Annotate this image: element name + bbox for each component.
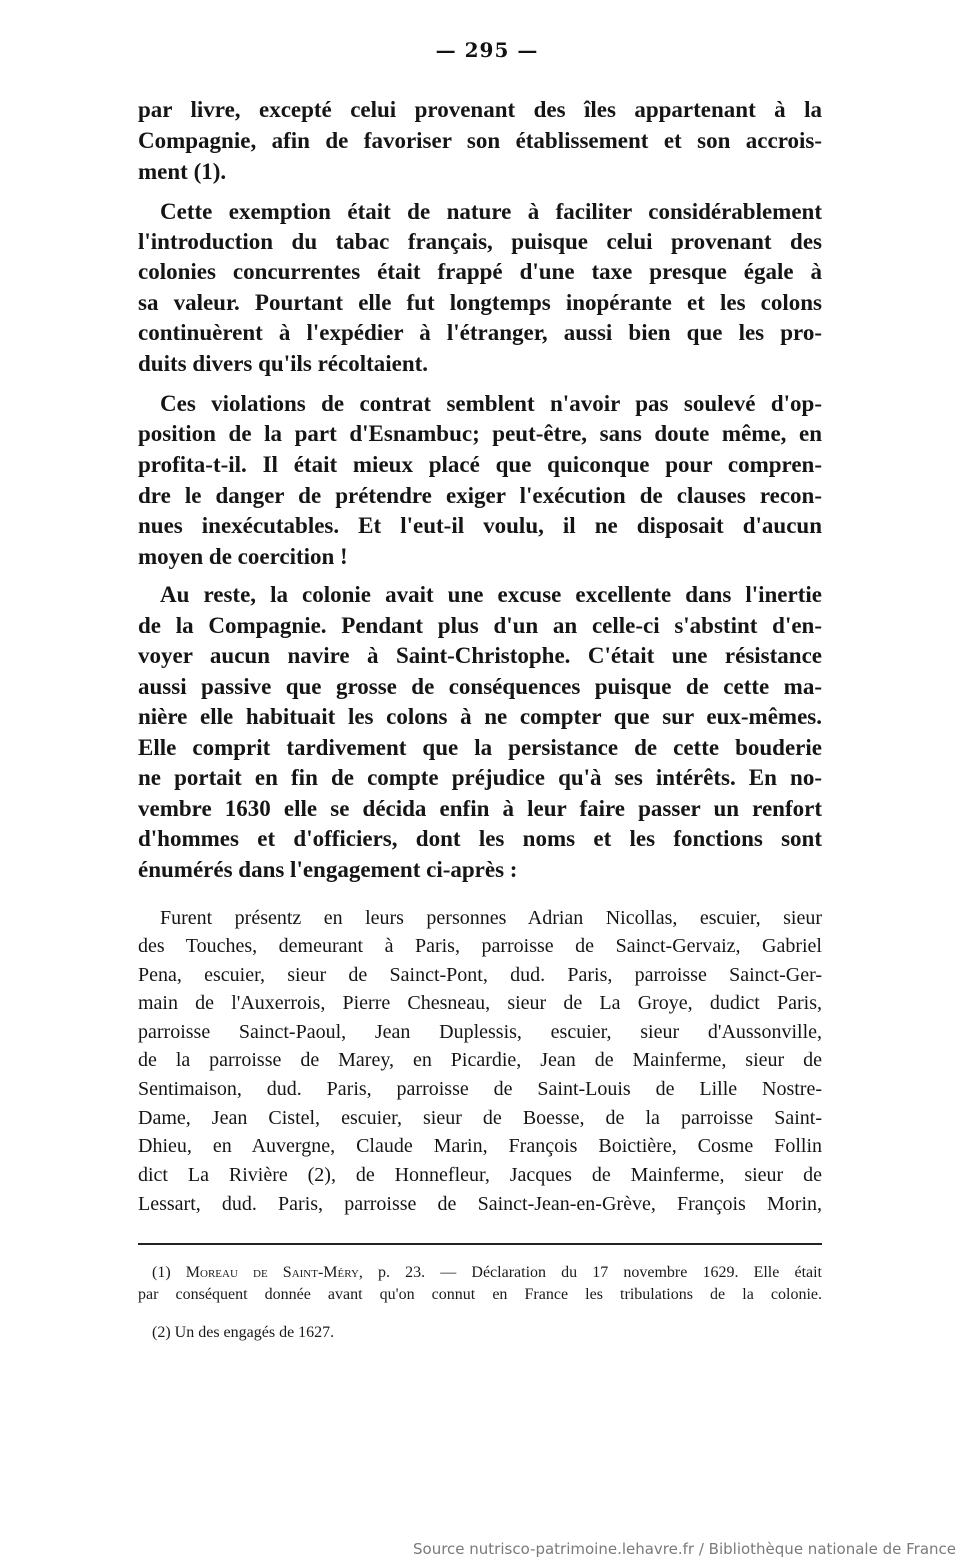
paragraph-1-line-2: Compagnie, afin de favoriser son établissement et son accrois-: [138, 128, 822, 153]
paragraph-3-line-4: dre le danger de prétendre exiger l'exécution de clauses recon-: [138, 483, 822, 508]
footnote-1-text: , p. 23. — Déclaration du 17 novembre 1629. Elle était: [358, 1264, 823, 1281]
quote-line-2: des Touches, demeurant à Paris, parroisse de Sainct-Gervaiz, Gabriel: [138, 935, 822, 957]
paragraph-3-line-5: nues inexécutables. Et l'eut-il voulu, il ne disposait d'aucun: [138, 513, 822, 538]
quote-line-5: parroisse Sainct-Paoul, Jean Duplessis, escuier, sieur d'Aussonville,: [138, 1021, 822, 1043]
paragraph-3-line-1: Ces violations de contrat semblent n'avoir pas soulevé d'op-: [160, 391, 822, 416]
paragraph-2-line-2: l'introduction du tabac français, puisque celui provenant des: [138, 229, 822, 254]
quote-line-1: Furent présentz en leurs personnes Adrian Nicollas, escuier, sieur: [160, 907, 822, 929]
paragraph-4-line-10: énumérés dans l'engagement ci-après :: [138, 857, 518, 882]
paragraph-2-line-3: colonies concurrentes était frappé d'une taxe presque égale à: [138, 259, 822, 284]
paragraph-2-line-1: Cette exemption était de nature à faciliter considérablement: [160, 199, 822, 224]
paragraph-2-line-4: sa valeur. Pourtant elle fut longtemps inopérante et les colons: [138, 290, 822, 315]
quote-line-8: Dame, Jean Cistel, escuier, sieur de Boesse, de la parroisse Saint-: [138, 1107, 822, 1129]
paragraph-4-line-7: ne portait en fin de compte préjudice qu'à ses intérêts. En no-: [138, 765, 822, 790]
paragraph-4-line-3: voyer aucun navire à Saint-Christophe. C'était une résistance: [138, 643, 822, 668]
footnote-2-text: Un des engagés de 1627.: [174, 1324, 335, 1341]
paragraph-4-line-8: vembre 1630 elle se décida enfin à leur faire passer un renfort: [138, 796, 822, 821]
paragraph-3-line-3: profita-t-il. Il était mieux placé que quiconque pour compren-: [138, 452, 822, 477]
quote-line-7: Sentimaison, dud. Paris, parroisse de Saint-Louis de Lille Nostre-: [138, 1078, 822, 1100]
quote-line-4: main de l'Auxerrois, Pierre Chesneau, sieur de La Groye, dudict Paris,: [138, 992, 822, 1014]
page-number: — 295 —: [435, 38, 539, 62]
paragraph-4-line-2: de la Compagnie. Pendant plus d'un an celle-ci s'abstint d'en-: [138, 613, 822, 638]
paragraph-4-line-4: aussi passive que grosse de conséquences puisque de cette ma-: [138, 674, 822, 699]
quote-line-10: dict La Rivière (2), de Honnefleur, Jacques de Mainferme, sieur de: [138, 1164, 822, 1186]
quote-line-3: Pena, escuier, sieur de Sainct-Pont, dud. Paris, parroisse Sainct-Ger-: [138, 964, 822, 986]
paragraph-1-line-1: par livre, excepté celui provenant des îles appartenant à la: [138, 97, 822, 122]
footnote-1-line-1: [152, 1263, 822, 1283]
paragraph-1-line-3: ment (1).: [138, 159, 227, 184]
paragraph-3-line-2: position de la part d'Esnambuc; peut-être, sans doute même, en: [138, 421, 822, 446]
quote-line-11: Lessart, dud. Paris, parroisse de Sainct-Jean-en-Grève, François Morin,: [138, 1193, 822, 1215]
quote-line-6: de la parroisse de Marey, en Picardie, Jean de Mainferme, sieur de: [138, 1049, 822, 1071]
footnote-2: [152, 1323, 822, 1343]
footnote-1-marker: (1): [152, 1264, 171, 1281]
paragraph-4-line-5: nière elle habituait les colons à ne compter que sur eux-mêmes.: [138, 704, 822, 729]
source-attribution: Source nutrisco-patrimoine.lehavre.fr / Bibliothèque nationale de France: [413, 1540, 956, 1558]
paragraph-2-line-6: duits divers qu'ils récoltaient.: [138, 351, 429, 376]
footnote-separator: [138, 1243, 822, 1245]
paragraph-4-line-6: Elle comprit tardivement que la persistance de cette bouderie: [138, 735, 822, 760]
paragraph-4-line-1: Au reste, la colonie avait une excuse excellente dans l'inertie: [160, 582, 822, 607]
footnote-1-author: Moreau de Saint-Méry: [185, 1264, 359, 1281]
footnote-2-marker: (2): [152, 1324, 171, 1341]
paragraph-4-line-9: d'hommes et d'officiers, dont les noms et les fonctions sont: [138, 826, 822, 851]
footnote-1-line-2: par conséquent donnée avant qu'on connut en France les tribulations de la colonie.: [138, 1286, 822, 1303]
paragraph-2-line-5: continuèrent à l'expédier à l'étranger, aussi bien que les pro-: [138, 320, 822, 345]
paragraph-3-line-6: moyen de coercition !: [138, 544, 348, 569]
quote-line-9: Dhieu, en Auvergne, Claude Marin, François Boictière, Cosme Follin: [138, 1135, 822, 1157]
